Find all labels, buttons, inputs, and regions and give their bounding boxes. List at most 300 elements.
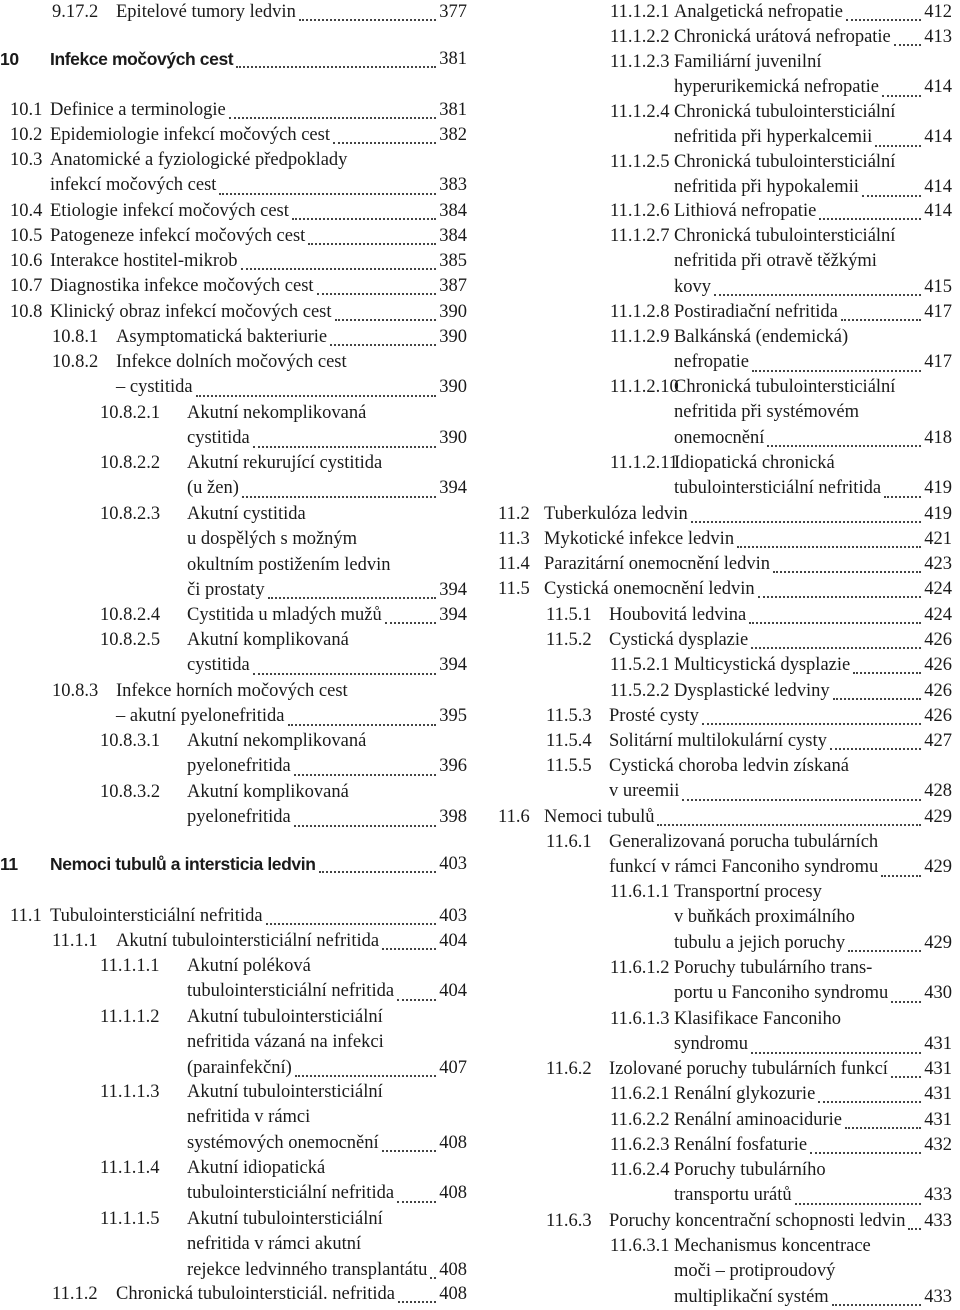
toc-entry-leader [330,344,436,346]
toc-entry-line [492,1285,952,1310]
toc-entry-line [492,350,952,375]
toc-entry-line [492,679,952,704]
toc-entry-leader [853,672,921,674]
toc-entry-title: Chronická tubulointersticiál. nefritida [116,1284,395,1304]
toc-entry-number: 11.1.2.6 [610,201,670,221]
toc-entry-number: 11.5.2.1 [610,655,670,675]
toc-entry-title: Akutní tubulointersticiální [187,1082,383,1102]
toc-entry-page: 403 [439,906,467,926]
toc-entry-number: 11.1.2.2 [610,27,670,47]
toc-entry-line [492,653,952,678]
toc-entry-page: 390 [439,327,467,347]
toc-entry-line [492,451,952,476]
toc-entry-title: Analgetická nefropatie [674,2,843,22]
toc-entry-title: rejekce ledvinného transplantátu [187,1259,428,1280]
toc-entry-page: 414 [924,201,952,221]
toc-entry-leader [751,647,921,649]
toc-entry-title: Nemoci tubulů a intersticia ledvin [50,854,316,874]
toc-entry-line [492,199,952,224]
toc-entry-number: 11.6.1 [546,832,592,852]
toc-entry-title: Akutní poléková [187,956,311,976]
toc-entry[interactable] [0,603,467,628]
toc-entry-leader [884,496,921,498]
toc-entry-title: Akutní tubulointersticiální [187,1007,383,1027]
toc-entry-leader [268,597,436,599]
toc-entry-leader [236,66,436,68]
toc-entry-leader [229,117,436,119]
toc-entry-line [0,904,467,929]
toc-entry[interactable] [0,199,467,224]
toc-entry-number: 11.1.1 [52,931,98,951]
toc-entry-page: 414 [924,127,952,148]
toc-entry-title: Epitelové tumory ledvin [116,2,296,22]
toc-entry[interactable] [492,224,952,300]
toc-entry-line [492,1183,952,1208]
toc-entry-number: 11.6.3.1 [610,1236,670,1256]
toc-entry[interactable] [492,704,952,729]
toc-entry-leader [714,294,921,296]
toc-entry-page: 429 [924,932,952,953]
toc-entry-line [492,704,952,729]
toc-entry[interactable] [492,628,952,653]
toc-entry[interactable] [492,0,952,25]
toc-entry-leader [908,1228,921,1230]
toc-entry-page: 395 [439,706,467,727]
toc-entry[interactable] [492,1234,952,1310]
toc-entry-line [0,929,467,954]
toc-entry-line [0,224,467,249]
toc-entry-page: 377 [439,2,467,22]
toc-entry-line [0,1232,467,1257]
toc-entry-line [0,1156,467,1181]
toc-entry-line [0,679,467,704]
toc-entry[interactable] [492,956,952,1007]
toc-entry-title: – cystitida [116,377,193,398]
toc-entry-line [0,1181,467,1206]
toc-entry-title: Poruchy tubulárního trans- [674,958,873,978]
toc-entry-line [0,1282,467,1307]
toc-entry-line [492,1234,952,1259]
toc-entry-title: Generalizovaná porucha tubulárních [609,832,879,852]
toc-entry-line [0,274,467,299]
toc-entry-line [0,325,467,350]
toc-entry-number: 11.1.1.2 [100,1007,160,1027]
toc-entry-title: tubulointersticiální nefritida [187,981,395,1002]
toc-entry-leader [751,1052,921,1054]
toc-entry-leader [891,1001,921,1003]
toc-entry-page: 430 [924,983,952,1004]
toc-entry[interactable] [492,25,952,50]
toc-entry[interactable] [492,1209,952,1234]
toc-entry-title: pyelonefritida [187,807,291,828]
toc-entry-leader [737,546,921,548]
toc-entry[interactable] [0,401,467,452]
toc-entry-line [0,98,467,123]
toc-entry-number: 11.1.1.4 [100,1158,160,1178]
toc-column-left [0,0,475,1307]
toc-entry-number: 11 [0,854,18,874]
toc-entry[interactable] [0,1207,467,1283]
toc-entry-number: 11.6.3 [546,1211,592,1231]
toc-entry-title: nefritida při hypokalemii [674,177,859,198]
toc-entry[interactable] [492,1158,952,1209]
toc-entry-leader [295,1075,436,1077]
toc-entry-line [492,476,952,501]
toc-entry-line [492,1082,952,1107]
toc-entry-page: 424 [924,605,952,625]
toc-entry-number: 11.1.2.7 [610,226,670,246]
toc-entry-line [0,1005,467,1030]
toc-entry-number: 11.1.1.1 [100,956,160,976]
toc-entry-line [492,50,952,75]
toc-entry-title: Familiární juvenilní [674,52,822,72]
toc-entry-number: 11.5.4 [546,731,592,751]
toc-entry[interactable] [0,628,467,679]
toc-entry-line [0,1258,467,1283]
toc-entry-title: Akutní nekomplikovaná [187,403,367,423]
toc-entry-title: multiplikační systém [674,1286,829,1307]
toc-entry-leader [319,871,436,873]
toc-entry-page: 433 [924,1211,952,1231]
toc-entry-line [0,502,467,527]
toc-entry-title: Chronická tubulointersticiální [674,226,896,246]
toc-chapter[interactable] [0,852,467,877]
toc-entry-title: Tubulointersticiální nefritida [50,906,263,926]
toc-entry-leader [382,948,436,950]
toc-entry-leader [397,999,436,1001]
toc-entry-line [0,476,467,501]
toc-entry-title: Chronická tubulointersticiální [674,377,896,397]
toc-entry[interactable] [0,0,467,25]
toc-entry[interactable] [492,1007,952,1058]
toc-entry-title: Tuberkulóza ledvin [544,504,688,524]
toc-entry[interactable] [0,274,467,299]
toc-entry-leader [299,19,436,21]
toc-entry-title: Asymptomatická bakteriurie [116,327,328,347]
toc-entry-page: 427 [924,731,952,751]
toc-entry-line [492,729,952,754]
toc-entry-leader [382,1150,436,1152]
toc-entry-line [492,577,952,602]
toc-entry[interactable] [492,805,952,830]
toc-entry-line [492,502,952,527]
toc-entry-title: hyperurikemická nefropatie [674,77,879,98]
toc-entry[interactable] [0,1156,467,1207]
toc-entry-page: 431 [924,1110,952,1130]
toc-entry-line [492,75,952,100]
toc-entry-title: pyelonefritida [187,756,291,777]
toc-entry-title: Postiradiační nefritida [674,302,838,322]
toc-entry-leader [818,1101,921,1103]
toc-entry-title: – akutní pyelonefritida [116,706,285,727]
toc-entry-title: cystitida [187,428,250,449]
toc-entry[interactable] [0,123,467,148]
toc-entry-line [492,805,952,830]
toc-entry-page: 381 [439,49,467,69]
toc-entry[interactable] [0,1005,467,1081]
toc-entry[interactable] [492,50,952,101]
toc-entry-title: kovy [674,276,711,297]
toc-entry[interactable] [492,729,952,754]
toc-entry-leader [752,370,921,372]
toc-entry[interactable] [0,929,467,954]
toc-entry-page: 412 [924,2,952,22]
toc-entry-line [0,1207,467,1232]
toc-entry-title: transportu urátů [674,1185,792,1206]
toc-entry-line [492,0,952,25]
toc-entry-line [0,653,467,678]
toc-entry-leader [749,622,921,624]
toc-entry-title: Renální aminoacidurie [674,1110,842,1130]
toc-entry-number: 10.8.3.2 [100,782,161,802]
toc-entry[interactable] [492,375,952,451]
toc-entry-number: 10.8.2.1 [100,403,161,423]
toc-entry-number: 10.6 [10,251,43,271]
toc-entry-number: 10.7 [10,276,43,296]
toc-entry-page: 433 [924,1286,952,1307]
toc-entry-line [492,224,952,249]
toc-entry[interactable] [0,729,467,780]
toc-entry-leader [758,596,921,598]
toc-entry-title: cystitida [187,655,250,676]
toc-entry[interactable] [0,904,467,929]
toc-entry-title: Klasifikace Fanconiho [674,1009,841,1029]
toc-entry-leader [830,748,921,750]
toc-entry-number: 11.6.1.1 [610,882,670,902]
toc-entry-line [492,100,952,125]
toc-entry-leader [385,622,436,624]
toc-entry[interactable] [492,880,952,956]
toc-entry-number: 11.1.2.9 [610,327,670,347]
toc-entry-number: 10.8.3 [52,681,99,701]
toc-entry[interactable] [492,1082,952,1107]
toc-entry[interactable] [0,451,467,502]
toc-entry-leader [810,1152,921,1154]
toc-entry-page: 414 [924,77,952,98]
toc-entry-page: 415 [924,276,952,297]
toc-entry-number: 10.8 [10,302,43,322]
toc-entry-page: 431 [924,1084,952,1104]
toc-entry-line [0,527,467,552]
toc-entry-number: 10.8.2 [52,352,99,372]
toc-entry[interactable] [0,1282,467,1307]
toc-entry-line [0,375,467,400]
toc-entry-line [0,123,467,148]
toc-entry-number: 11.6.2.4 [610,1160,670,1180]
toc-entry[interactable] [492,451,952,502]
toc-entry-line [0,401,467,426]
toc-entry-page: 408 [439,1183,467,1204]
toc-entry[interactable] [0,954,467,1005]
toc-entry[interactable] [0,224,467,249]
toc-entry-number: 11.6.2 [546,1059,592,1079]
toc-entry-number: 11.5.1 [546,605,592,625]
toc-entry-number: 11.5.3 [546,706,592,726]
toc-entry-number: 11.1.2 [52,1284,98,1304]
toc-entry-page: 419 [924,478,952,499]
toc-entry[interactable] [492,1133,952,1158]
toc-entry-title: Akutní rekurující cystitida [187,453,383,473]
toc-entry-leader [398,1301,436,1303]
toc-entry[interactable] [0,350,467,401]
toc-entry[interactable] [492,100,952,151]
toc-entry-page: 384 [439,226,467,246]
toc-entry[interactable] [492,1057,952,1082]
toc-entry-number: 11.3 [498,529,530,549]
toc-entry[interactable] [0,679,467,730]
toc-entry-page: 403 [439,854,467,874]
toc-entry-number: 11.6.2.2 [610,1110,670,1130]
toc-entry-page: 426 [924,630,952,650]
toc-entry-title: Multicystická dysplazie [674,655,851,675]
toc-entry-leader [862,195,921,197]
toc-entry-title: Akutní tubulointersticiální nefritida [116,931,380,951]
toc-entry-title: Poruchy koncentrační schopnosti ledvin [609,1211,906,1231]
toc-entry-page: 408 [439,1132,467,1153]
toc-entry-title: či prostaty [187,579,265,600]
toc-entry-page: 426 [924,655,952,675]
toc-entry-page: 429 [924,857,952,878]
toc-entry[interactable] [492,502,952,527]
toc-entry[interactable] [0,300,467,325]
toc-entry-leader [242,496,436,498]
toc-entry-line [0,852,467,877]
toc-entry-page: 394 [439,655,467,676]
toc-entry-line [492,1007,952,1032]
toc-entry-title: Infekce dolních močových cest [116,352,347,372]
toc-entry-title: nefritida v rámci [187,1107,311,1128]
toc-entry-leader [253,673,436,675]
toc-entry-leader [294,825,436,827]
toc-column-right [492,0,960,1307]
toc-entry-number: 11.4 [498,554,530,574]
toc-entry[interactable] [492,300,952,325]
toc-entry-line [492,300,952,325]
toc-entry-title: onemocnění [674,427,765,448]
toc-entry-line [0,47,467,72]
toc-entry-number: 9.17.2 [52,2,99,22]
toc-entry-title: v ureemii [609,781,680,802]
toc-entry-number: 11.1.2.5 [610,152,670,172]
toc-entry[interactable] [0,1080,467,1156]
toc-entry-number: 10.8.3.1 [100,731,161,751]
toc-entry[interactable] [492,325,952,376]
toc-entry-leader [266,923,436,925]
toc-entry[interactable] [492,1108,952,1133]
toc-entry-line [0,426,467,451]
toc-entry-line [0,754,467,779]
toc-entry-leader [682,799,921,801]
toc-entry[interactable] [0,98,467,123]
toc-entry[interactable] [0,502,467,603]
toc-entry-number: 11.1.2.11 [610,453,679,473]
toc-entry-leader [846,19,921,21]
toc-entry-page: 431 [924,1034,952,1055]
toc-entry-title: Chronická tubulointersticiální [674,102,896,122]
toc-entry[interactable] [0,148,467,199]
toc-entry-title: Epidemiologie infekcí močových cest [50,125,330,145]
toc-entry-title: Idiopatická chronická [674,453,835,473]
toc-entry-number: 10.5 [10,226,43,246]
toc-entry-title: Akutní komplikovaná [187,782,349,802]
toc-entry[interactable] [0,249,467,274]
toc-entry[interactable] [492,199,952,224]
toc-entry-number: 11.6 [498,807,530,827]
toc-entry-leader [773,571,921,573]
toc-entry-title: Klinický obraz infekcí močových cest [50,302,332,322]
toc-entry[interactable] [492,830,952,881]
toc-entry-line [492,779,952,804]
toc-entry-leader [308,243,436,245]
toc-entry-title: Infekce horních močových cest [116,681,348,701]
toc-entry-line [0,628,467,653]
toc-entry[interactable] [492,577,952,602]
toc-chapter[interactable] [0,47,467,72]
toc-entry[interactable] [492,527,952,552]
toc-entry[interactable] [492,679,952,704]
toc-entry-leader [691,521,921,523]
toc-entry-leader [253,446,436,448]
toc-entry-line [0,954,467,979]
toc-entry-leader [833,698,921,700]
toc-entry[interactable] [492,653,952,678]
toc-entry-line [492,855,952,880]
toc-entry-title: Balkánská (endemická) [674,327,849,347]
toc-entry-line [0,979,467,1004]
toc-entry[interactable] [0,325,467,350]
toc-entry-number: 11.1.2.1 [610,2,670,22]
toc-entry-title: Akutní komplikovaná [187,630,349,650]
toc-entry-title: nefritida v rámci akutní [187,1234,362,1255]
toc-entry-line [492,400,952,425]
toc-entry-title: Definice a terminologie [50,100,226,120]
toc-entry-title: Renální fosfaturie [674,1135,808,1155]
toc-entry-line [492,125,952,150]
toc-entry-title: Anatomické a fyziologické předpoklady [50,150,348,170]
toc-entry-title: portu u Fanconiho syndromu [674,983,889,1004]
toc-entry[interactable] [492,754,952,805]
toc-entry-page: 429 [924,807,952,827]
toc-entry-page: 431 [924,1059,952,1079]
toc-entry-line [492,1259,952,1284]
toc-entry-line [0,1080,467,1105]
toc-entry-number: 11.6.1.3 [610,1009,670,1029]
toc-entry-title: systémových onemocnění [187,1132,379,1153]
toc-entry[interactable] [492,603,952,628]
toc-entry-title: Transportní procesy [674,882,822,902]
toc-entry[interactable] [492,150,952,201]
toc-entry-title: Mechanismus koncentrace [674,1236,871,1256]
toc-entry-number: 11.6.2.3 [610,1135,670,1155]
toc-entry[interactable] [492,552,952,577]
toc-entry-leader [875,145,921,147]
toc-entry[interactable] [0,780,467,831]
toc-entry-title: okultním postižením ledvin [187,554,391,575]
toc-entry-page: 384 [439,201,467,221]
toc-entry-title: v buňkách proximálního [674,907,855,928]
toc-entry-leader [767,445,921,447]
toc-entry-title: nefritida při otravě těžkými [674,251,877,272]
toc-entry-title: infekcí močových cest [50,175,217,196]
toc-entry-page: 408 [439,1284,467,1304]
toc-entry-line [492,527,952,552]
toc-entry-leader [333,142,436,144]
toc-entry-page: 383 [439,175,467,196]
toc-entry-line [492,830,952,855]
toc-entry-title: funkcí v rámci Fanconiho syndromu [609,857,879,878]
toc-entry-leader [317,293,436,295]
toc-entry-line [0,1105,467,1130]
